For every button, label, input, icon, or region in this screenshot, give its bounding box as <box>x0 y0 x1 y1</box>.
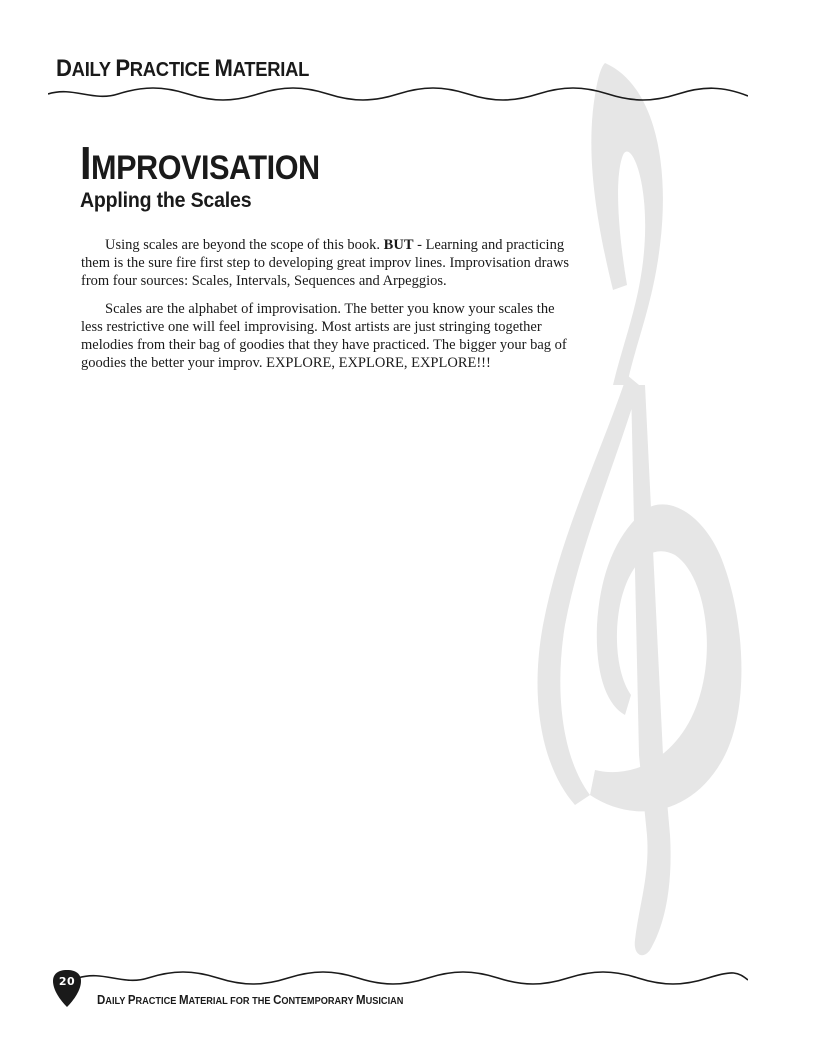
footer-title: DAILY PRACTICE MATERIAL FOR THE CONTEMPORARY MUSICIAN <box>97 993 404 1007</box>
paragraph-1-end: - Learning and practicing them is the sure fire first step to developing great improv lines. Improvisation draws from four sources: Scales, Intervals, Sequences and Arpeggios. <box>81 237 570 289</box>
page-number: 20 <box>58 975 76 988</box>
header-wave-divider <box>48 84 748 108</box>
guitar-pick-icon <box>52 968 82 1008</box>
paragraph-2: Scales are the alphabet of improvisation. The better you know your scales the less restrictive one will feel improvising. Most artists are just stringing together melodies from their bag of goodies that they have practiced. The bigger your bag of goodies the better your improv. EXPLORE, EXPLORE, EXPLORE!!! <box>81 301 567 371</box>
header-title: DAILY PRACTICE MATERIAL <box>56 55 310 82</box>
paragraph-1-start: Using scales are beyond the scope of this book. <box>105 237 384 253</box>
body-text <box>81 236 571 382</box>
paragraph-1-bold: BUT <box>383 237 414 253</box>
paragraph-1 <box>81 236 571 290</box>
footer-wave-divider <box>78 966 748 990</box>
treble-clef-watermark-icon <box>535 55 750 965</box>
section-title: IMPROVISATION <box>80 137 320 189</box>
section-subtitle: Appling the Scales <box>80 189 252 212</box>
